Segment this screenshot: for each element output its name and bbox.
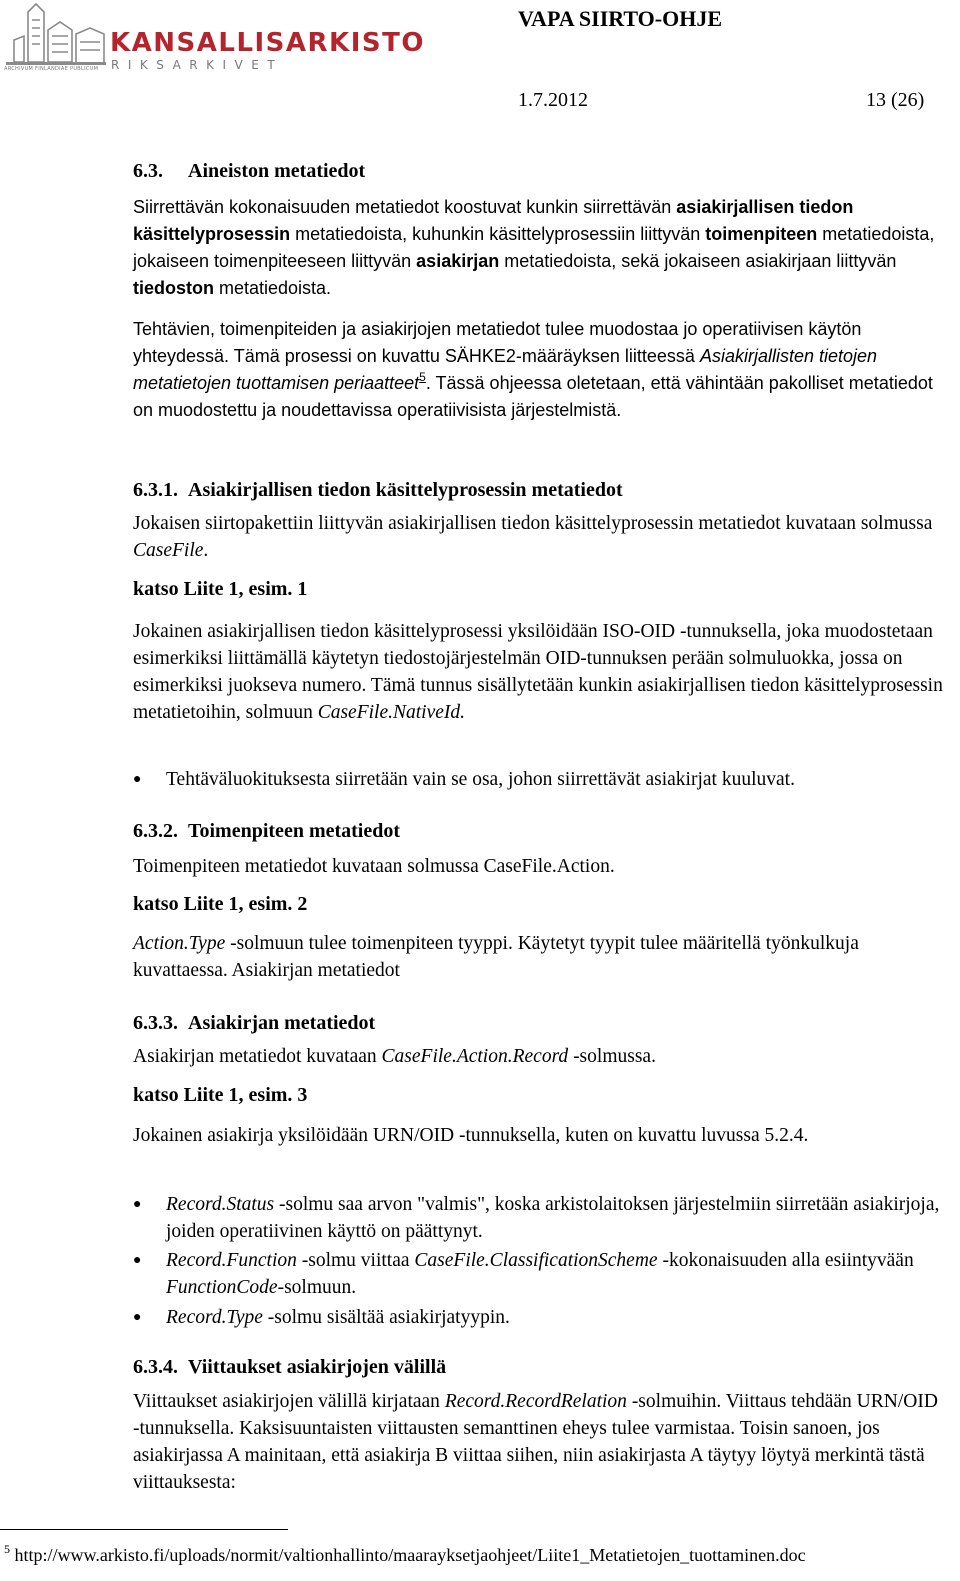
subsection-heading <box>133 479 623 502</box>
footnote-separator <box>0 1529 288 1530</box>
bullet-icon: ● <box>133 772 142 787</box>
text-run: . Tässä ohjeessa oletetaan, että vähintään pakolliset metatiedot on muodostettu ja noudettavissa operatiivisista järjestelmistä. <box>133 373 933 420</box>
node-name: Action.Type <box>133 933 226 954</box>
bullet-icon: ● <box>133 1253 142 1268</box>
subsection-number: 6.3.1. <box>133 479 178 501</box>
bold-term: toimenpiteen <box>705 224 818 244</box>
text-run: Asiakirjan metatiedot kuvataan <box>133 1046 382 1067</box>
paragraph <box>133 930 948 984</box>
subsection-number: 6.3.3. <box>133 1012 178 1034</box>
node-name: CaseFile <box>133 540 204 561</box>
subsection-title: Asiakirjan metatiedot <box>188 1012 376 1034</box>
bullet-item <box>166 1247 951 1301</box>
text-run: metatiedoista, sekä jokaiseen asiakirjaan liittyvän <box>499 251 897 271</box>
subsection-title: Asiakirjallisen tiedon käsittelyprosessin metatiedot <box>188 479 623 501</box>
footnote-number: 5 <box>4 1542 10 1556</box>
bullet-icon: ● <box>133 1310 142 1325</box>
subsection-number: 6.3.2. <box>133 820 178 842</box>
paragraph <box>133 194 948 302</box>
text-run: metatiedoista. <box>214 278 332 298</box>
bullet-item: Tehtäväluokituksesta siirretään vain se osa, johon siirrettävät asiakirjat kuuluvat. <box>166 769 795 790</box>
text-run: -solmuun tulee toimenpiteen tyyppi. Käytetyt tyypit tulee määritellä työnkulkuja kuvattaessa. Asiakirjan metatiedot <box>133 933 859 981</box>
subsection-title: Viittaukset asiakirjojen välillä <box>188 1356 447 1378</box>
text-run: -solmu viittaa <box>296 1250 415 1271</box>
node-name: Record.Function <box>166 1250 297 1271</box>
section-heading <box>133 160 366 183</box>
document-title: Asiakirjallisten tietojen metatietojen tuottamisen periaatteet <box>133 346 878 393</box>
node-name: Record.RecordRelation <box>444 1391 627 1412</box>
bold-term: asiakirjan <box>416 251 500 271</box>
doc-date: 1.7.2012 <box>518 89 588 111</box>
paragraph <box>133 618 948 726</box>
paragraph: Toimenpiteen metatiedot kuvataan solmussa CaseFile.Action. <box>133 856 615 877</box>
subsection-heading <box>133 1356 447 1379</box>
text-run: Tehtävien, toimenpiteiden ja asiakirjojen metatiedot tulee muodostaa jo operatiivisen käytön yhteydessä. Tämä prosessi on kuvattu SÄHKE2-määräyksen liitteessä <box>133 319 862 366</box>
text-run: Jokaisen siirtopakettiin liittyvän asiakirjallisen tiedon käsittelyprosessin metatiedot kuvataan solmussa <box>133 513 933 534</box>
logo-subtext: RIKSARKIVET <box>111 58 284 72</box>
footnote-ref[interactable]: 5 <box>419 370 426 384</box>
text-run: -solmuihin. Viittaus tehdään URN/OID -tunnuksella. Kaksisuuntaisten viittausten semanttinen eheys tulee varmistaa. Toisin sanoen, jos asiakirjassa A mainitaan, että asiakirja B viittaa siihen, niin asiakirjasta A täytyy löytyä merkintä tästä viittauksesta: <box>133 1391 938 1493</box>
see-reference: katso Liite 1, esim. 2 <box>133 893 308 915</box>
paragraph <box>133 1388 948 1496</box>
bullet-icon: ● <box>133 1197 142 1212</box>
text-run: -solmussa. <box>568 1046 656 1067</box>
node-name: CaseFile.NativeId. <box>317 702 466 723</box>
text-run: Viittaukset asiakirjojen välillä kirjataan <box>133 1391 445 1412</box>
page-number: 13 (26) <box>866 89 925 111</box>
section-title: Aineiston metatiedot <box>188 160 366 182</box>
paragraph <box>133 316 948 424</box>
footnote <box>4 1542 806 1566</box>
footnote-url[interactable]: http://www.arkisto.fi/uploads/normit/valtionhallinto/maarayksetjaohjeet/Liite1_Metatietojen_tuottaminen.doc <box>14 1545 806 1565</box>
node-name: CaseFile.ClassificationScheme <box>414 1250 658 1271</box>
see-reference: katso Liite 1, esim. 3 <box>133 1084 308 1106</box>
paragraph <box>133 1043 948 1070</box>
text-run: . <box>203 540 209 561</box>
bold-term: asiakirjallisen tiedon käsittelyprosessin <box>133 197 854 244</box>
node-name: CaseFile.Action.Record <box>381 1046 569 1067</box>
node-name: FunctionCode <box>166 1277 278 1298</box>
subsection-number: 6.3.4. <box>133 1356 178 1378</box>
subsection-title: Toimenpiteen metatiedot <box>188 820 401 842</box>
subsection-heading <box>133 1012 376 1035</box>
node-name: Record.Type <box>166 1307 263 1328</box>
section-number: 6.3. <box>133 160 163 182</box>
text-run: metatiedoista, kuhunkin käsittelyprosessiin liittyvän <box>290 224 706 244</box>
paragraph: Jokainen asiakirja yksilöidään URN/OID -tunnuksella, kuten on kuvattu luvussa 5.2.4. <box>133 1125 809 1146</box>
node-name: Record.Status <box>166 1194 275 1215</box>
see-reference: katso Liite 1, esim. 1 <box>133 578 308 600</box>
bold-term: tiedoston <box>133 278 214 298</box>
text-run: -solmu sisältää asiakirjatyypin. <box>262 1307 510 1328</box>
bullet-item <box>166 1191 951 1245</box>
text-run: -solmu saa arvon "valmis", koska arkistolaitoksen järjestelmiin siirretään asiakirjoja, joiden operatiivinen käyttö on päättynyt. <box>166 1194 940 1242</box>
doc-title: VAPA SIIRTO-OHJE <box>518 6 723 31</box>
bullet-item <box>166 1304 951 1331</box>
logo-wordmark: KANSALLISARKISTO <box>110 28 425 58</box>
text-run: metatiedoista, jokaiseen toimenpiteeseen liittyvän <box>133 224 935 271</box>
logo <box>0 0 425 75</box>
subsection-heading <box>133 820 401 843</box>
text-run: -kokonaisuuden alla esiintyvään <box>657 1250 914 1271</box>
text-run: -solmuun. <box>277 1277 357 1298</box>
text-run: Siirrettävän kokonaisuuden metatiedot koostuvat kunkin siirrettävän <box>133 197 677 217</box>
paragraph <box>133 510 948 564</box>
logo-seal-text: ARCHIVUM FINLANDIAE PUBLICUM <box>4 66 99 72</box>
text-run: Jokainen asiakirjallisen tiedon käsittelyprosessi yksilöidään ISO-OID -tunnuksella, joka muodostetaan esimerkiksi liittämällä käytetyn tiedostojärjestelmän OID-tunnuksen perään solmuluokka, jossa on esimerkiksi juokseva numero. Tämä tunnus sisällytetään kunkin asiakirjallisen tiedon käsittelyprosessin metatietoihin, solmuun <box>133 621 943 723</box>
